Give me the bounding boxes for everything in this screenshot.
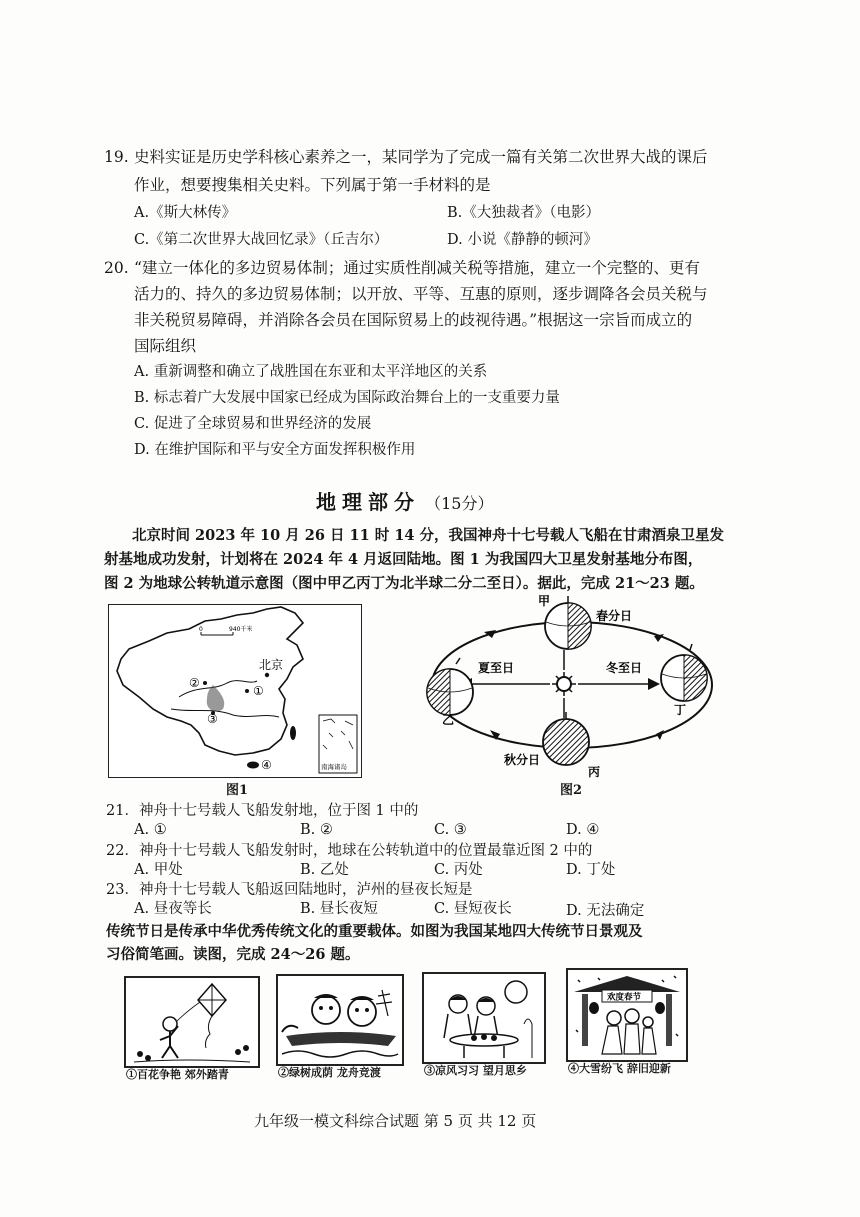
q20-stem-line3: 非关税贸易障碍，并消除各会员在国际贸易上的歧视待遇。”根据这一宗旨而成立的 [134, 311, 693, 329]
figure2-caption: 图2 [560, 783, 583, 798]
rower-1-head [312, 996, 340, 1024]
label-summer: 夏至日 [478, 661, 515, 675]
q21-option-b: B. ② [300, 822, 333, 838]
family-member-2 [625, 1009, 639, 1023]
q20-option-a: A. 重新调整和确立了战胜国在东亚和太平洋地区的关系 [134, 364, 488, 380]
festival-caption-1: ①百花争艳 郊外踏青 [126, 1068, 229, 1081]
label-bing: 丙 [588, 765, 601, 778]
flower-4-icon [243, 1045, 249, 1051]
q20-option-b: B. 标志着广大发展中国家已经成为国际政治舞台上的一支重要力量 [134, 390, 560, 406]
page-footer: 九年级一模文科综合试题 第 5 页 共 12 页 [254, 1112, 537, 1130]
rower-2-eye-left [355, 1008, 359, 1012]
q21-option-c: C. ③ [434, 822, 467, 838]
taiwan-island [290, 726, 296, 740]
rower-1-hair [314, 994, 338, 998]
festival-panel-1 [124, 976, 260, 1068]
q21-stem: 21．神舟十七号载人飞船发射地，位于图 1 中的 [106, 803, 419, 819]
mooncake-2-icon [481, 1034, 487, 1040]
q21-option-a: A. ① [134, 822, 167, 838]
label-ding: 丁 [674, 703, 687, 717]
q19-stem-line2: 作业，想要搜集相关史料。下列属于第一手材料的是 [134, 176, 491, 194]
earth-ding [661, 644, 707, 701]
q20-option-c: C. 促进了全球贸易和世界经济的发展 [134, 416, 372, 432]
q20-option-d: D. 在维护国际和平与安全方面发挥积极作用 [134, 442, 416, 458]
couplet-right [666, 994, 672, 1046]
couplet-left [582, 994, 588, 1046]
figure2-orbit [420, 592, 732, 778]
q23-option-a: A. 昼夜等长 [134, 901, 212, 917]
intro2-line2: 习俗简笔画。读图，完成 24～26 题。 [106, 946, 360, 963]
dragon-head [282, 1026, 298, 1032]
festival-sign-text: 欢度春节 [607, 992, 642, 1003]
q19-option-d: D. 小说《静静的顿河》 [447, 232, 598, 248]
mainland-outline [117, 607, 303, 755]
rower-2-eye-right [365, 1008, 369, 1012]
q22-stem: 22．神舟十七号载人飞船发射时，地球在公转轨道中的位置最靠近图 2 中的 [106, 843, 593, 859]
water-waves [282, 1051, 398, 1057]
label-spring: 春分日 [596, 609, 633, 623]
q23-option-c: C. 昼短夜长 [434, 901, 512, 917]
q19-stem-line1: 史料实证是历史学科核心素养之一，某同学为了完成一篇有关第二次世界大战的课后 [134, 148, 708, 166]
q22-option-a: A. 甲处 [134, 862, 183, 878]
q22-option-c: C. 丙处 [434, 862, 483, 878]
scale-zero: 0 [199, 626, 203, 633]
ray-right-arrow [648, 678, 660, 690]
q22-option-d: D. 丁处 [566, 862, 616, 878]
orbit-arrow-1 [484, 630, 496, 638]
china-map-drawing [109, 605, 361, 777]
intro1-line1: 北京时间 2023 年 10 月 26 日 11 时 14 分，我国神舟十七号载人飞船在甘肃酒泉卫星发 [132, 527, 725, 544]
kite-tail [206, 1016, 213, 1048]
rower-2-hair [350, 996, 374, 1000]
q23-option-d: D. 无法确定 [566, 903, 645, 919]
q20-stem-line4: 国际组织 [134, 337, 197, 355]
qingming-drawing [126, 978, 258, 1066]
q20-number: 20. [104, 259, 129, 277]
festival-panel-4 [566, 968, 688, 1062]
q19-option-b: B.《大独裁者》（电影） [447, 205, 601, 221]
family-member-3 [643, 1017, 653, 1027]
q21-option-d: D. ④ [566, 822, 600, 838]
section-heading [316, 486, 493, 515]
rower-2-head [348, 998, 376, 1026]
marker-1: ① [253, 684, 264, 698]
mooncake-3-icon [491, 1035, 497, 1041]
festival-panel-3 [422, 972, 546, 1064]
festival-caption-3: ③凉风习习 望月思乡 [424, 1064, 527, 1077]
festival-caption-4: ④大雪纷飞 辞旧迎新 [568, 1062, 671, 1075]
site-dot-1 [245, 689, 249, 693]
mid-autumn-drawing [424, 974, 544, 1062]
q23-stem: 23．神舟十七号载人飞船返回陆地时，泸州的昼夜长短是 [106, 882, 473, 898]
lantern-left-icon [589, 1002, 599, 1014]
q20-stem-line2: 活力的、持久的多边贸易体制；以开放、平等、互惠的原则，逐步调降各会员关税与 [134, 285, 708, 303]
earth-yi [427, 658, 473, 715]
lantern-right-icon [655, 1002, 665, 1014]
beijing-label: 北京 [259, 658, 284, 672]
festival-panel-2 [276, 974, 404, 1066]
inset-label: 南海诸岛 [321, 763, 347, 771]
intro2-line1: 传统节日是传承中华优秀传统文化的重要载体。如图为我国某地四大传统节日景观及 [106, 923, 643, 940]
intro1-line3: 图 2 为地球公转轨道示意图（图中甲乙丙丁为北半球二分二至日）。据此，完成 21～23 题。 [104, 575, 704, 592]
label-winter: 冬至日 [606, 661, 643, 675]
beijing-dot [265, 673, 269, 677]
family-bodies [602, 1024, 656, 1054]
table-legs [464, 1046, 504, 1058]
family-member-1 [607, 1011, 621, 1025]
marker-2: ② [189, 676, 200, 690]
osmanthus-tree [524, 1019, 532, 1058]
label-autumn: 秋分日 [504, 753, 541, 767]
label-yi: 乙 [442, 713, 455, 727]
intro1-line2: 射基地成功发射，计划将在 2024 年 4 月返回陆地。图 1 为我国四大卫星发射基地分布图， [104, 551, 703, 568]
scale-label: 940千米 [229, 626, 253, 633]
q23-option-b: B. 昼长夜短 [300, 901, 378, 917]
figure1-map [108, 604, 362, 778]
ground-line [134, 1060, 250, 1062]
mooncake-1-icon [471, 1035, 477, 1041]
spring-festival-drawing [568, 970, 686, 1060]
willow-tree [376, 990, 392, 1016]
dragon-boat-hull [286, 1032, 396, 1046]
q19-number: 19. [104, 148, 129, 166]
festival-caption-2: ②绿树成荫 龙舟竞渡 [278, 1066, 381, 1079]
site-dot-2 [203, 681, 207, 685]
section-score: （15分） [425, 494, 494, 513]
rower-1-eye-left [319, 1006, 323, 1010]
earth-jia [545, 596, 591, 649]
marker-3: ③ [207, 712, 218, 726]
kite-frame [198, 984, 226, 1016]
hainan-island [247, 762, 259, 769]
q20-stem-line1: “建立一体化的多边贸易体制；通过实质性削减关税等措施，建立一个完整的、更有 [134, 259, 700, 277]
figure1-caption: 图1 [226, 783, 249, 798]
section-title: 地理部分 [316, 490, 420, 514]
q19-option-a: A.《斯大林传》 [134, 205, 237, 221]
q19-option-c: C.《第二次世界大战回忆录》（丘吉尔） [134, 232, 389, 248]
kite-string [176, 1002, 200, 1022]
label-jia: 甲 [538, 594, 551, 608]
q22-option-b: B. 乙处 [300, 862, 349, 878]
orbit-arrow-4 [656, 730, 664, 740]
sun-icon [557, 677, 571, 691]
flower-3-icon [235, 1049, 241, 1055]
earth-bing [543, 712, 589, 765]
moon-icon [505, 981, 527, 1003]
marker-4: ④ [261, 758, 272, 772]
flower-1-icon [137, 1051, 143, 1057]
rower-1-eye-right [329, 1006, 333, 1010]
dragon-boat-drawing [278, 976, 402, 1064]
flower-2-icon [145, 1055, 151, 1061]
